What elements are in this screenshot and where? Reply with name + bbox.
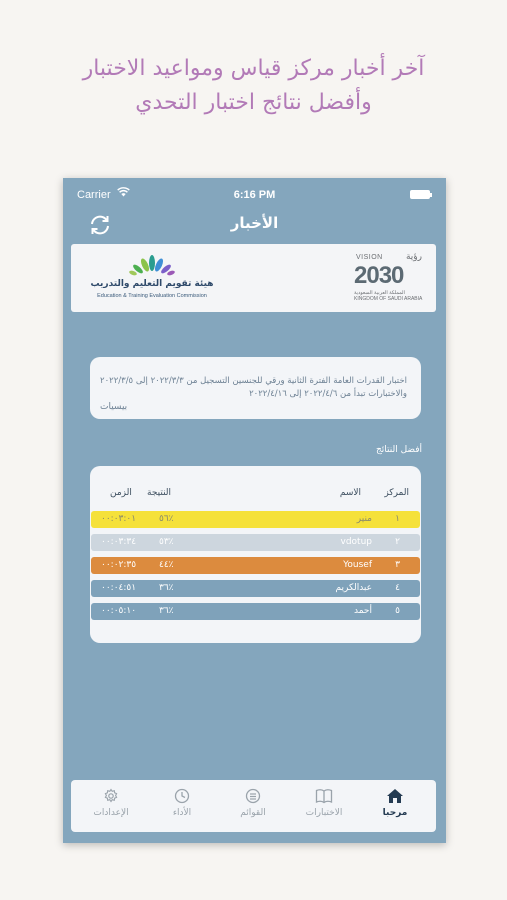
vision-subtitle: المملكة العربية السعودية KINGDOM OF SAUDI ARABIA <box>354 290 423 302</box>
promo-headline <box>0 52 507 120</box>
row-time: ٠٠:٠٤:٥١ <box>101 583 137 593</box>
news-text: اختبار القدرات العامة الفترة الثانية ورقي للجنسين التسجيل من ٢٠٢٢/٣/٣ إلى ٢٠٢٢/٣/٥ والاختبارات تبدأ من ٢٠٢٢/٤/٦ إلى ٢٠٢٢/٤/١٦ <box>100 376 407 399</box>
row-score: ٪٣٦ <box>159 606 174 616</box>
news-source: بيسيات <box>100 402 128 412</box>
row-rank: ١ <box>395 514 400 524</box>
tab-bar <box>71 780 436 832</box>
header-time: الزمن <box>110 488 132 498</box>
tab-performance-label: الأداء <box>172 808 192 818</box>
vision-year: 2030 <box>354 262 404 289</box>
logos-banner <box>71 244 436 312</box>
table-row <box>91 534 420 551</box>
status-bar <box>63 178 446 210</box>
table-row <box>91 511 420 528</box>
status-time: 6:16 PM <box>233 189 276 201</box>
row-score: ٪٥٣ <box>159 537 174 547</box>
table-row <box>91 580 420 597</box>
etec-name-ar: هيئة تقويم التعليم والتدريب <box>90 279 214 289</box>
tab-home[interactable] <box>360 788 430 818</box>
tab-exams[interactable] <box>289 788 359 818</box>
news-card[interactable] <box>90 357 421 419</box>
row-time: ٠٠:٠٢:٣٥ <box>101 560 137 570</box>
row-score: ٪٣٦ <box>159 583 174 593</box>
etec-logo <box>87 252 217 304</box>
row-rank: ٥ <box>395 606 400 616</box>
etec-name-en: Education & Training Evaluation Commission <box>97 293 207 299</box>
flower-logo-icon <box>125 254 179 278</box>
headline-line-1: آخر أخبار مركز قياس ومواعيد الاختبار <box>82 56 425 81</box>
vision-2030-logo <box>354 252 424 304</box>
row-score: ٪٥٦ <box>159 514 174 524</box>
vision-label: VISION <box>356 254 383 261</box>
row-time: ٠٠:٠٣:٣٤ <box>101 537 137 547</box>
row-time: ٠٠:٠٣:٠١ <box>101 514 137 524</box>
tab-exams-label: الاختبارات <box>305 808 343 818</box>
header-rank: المركز <box>384 488 409 498</box>
gear-icon <box>102 788 120 804</box>
headline-line-2: وأفضل نتائج اختبار التحدي <box>135 90 372 115</box>
row-rank: ٣ <box>395 560 400 570</box>
row-score: ٪٤٤ <box>159 560 174 570</box>
page-title: الأخبار <box>230 214 279 232</box>
header-name: الاسم <box>339 488 361 498</box>
table-row <box>91 557 420 574</box>
row-name: Yousef <box>343 560 372 570</box>
section-title-best-results: أفضل النتائج <box>375 445 422 455</box>
tab-home-label: مرحبا <box>382 808 408 818</box>
row-time: ٠٠:٠٥:١٠ <box>101 606 137 616</box>
row-name: vdotup <box>340 537 372 547</box>
row-rank: ٤ <box>395 583 400 593</box>
results-table <box>90 466 421 643</box>
clock-icon <box>173 788 191 804</box>
list-icon <box>244 788 262 804</box>
table-row <box>91 603 420 620</box>
vision-label-ar: رؤية <box>405 252 422 262</box>
tab-settings[interactable] <box>76 788 146 818</box>
tab-settings-label: الإعدادات <box>93 808 129 818</box>
carrier-label: Carrier <box>77 189 111 201</box>
phone-screen <box>63 178 446 843</box>
tab-performance[interactable] <box>147 788 217 818</box>
battery-icon <box>410 190 430 199</box>
nav-bar <box>63 210 446 240</box>
tab-lists-label: القوائم <box>240 808 266 818</box>
row-name: منير <box>356 514 372 524</box>
row-name: أحمد <box>354 606 372 616</box>
row-name: عبدالكريم <box>335 583 372 593</box>
row-rank: ٢ <box>395 537 400 547</box>
header-score: النتيجة <box>147 488 172 498</box>
book-icon <box>315 788 333 804</box>
tab-lists[interactable] <box>218 788 288 818</box>
home-icon <box>386 788 404 804</box>
